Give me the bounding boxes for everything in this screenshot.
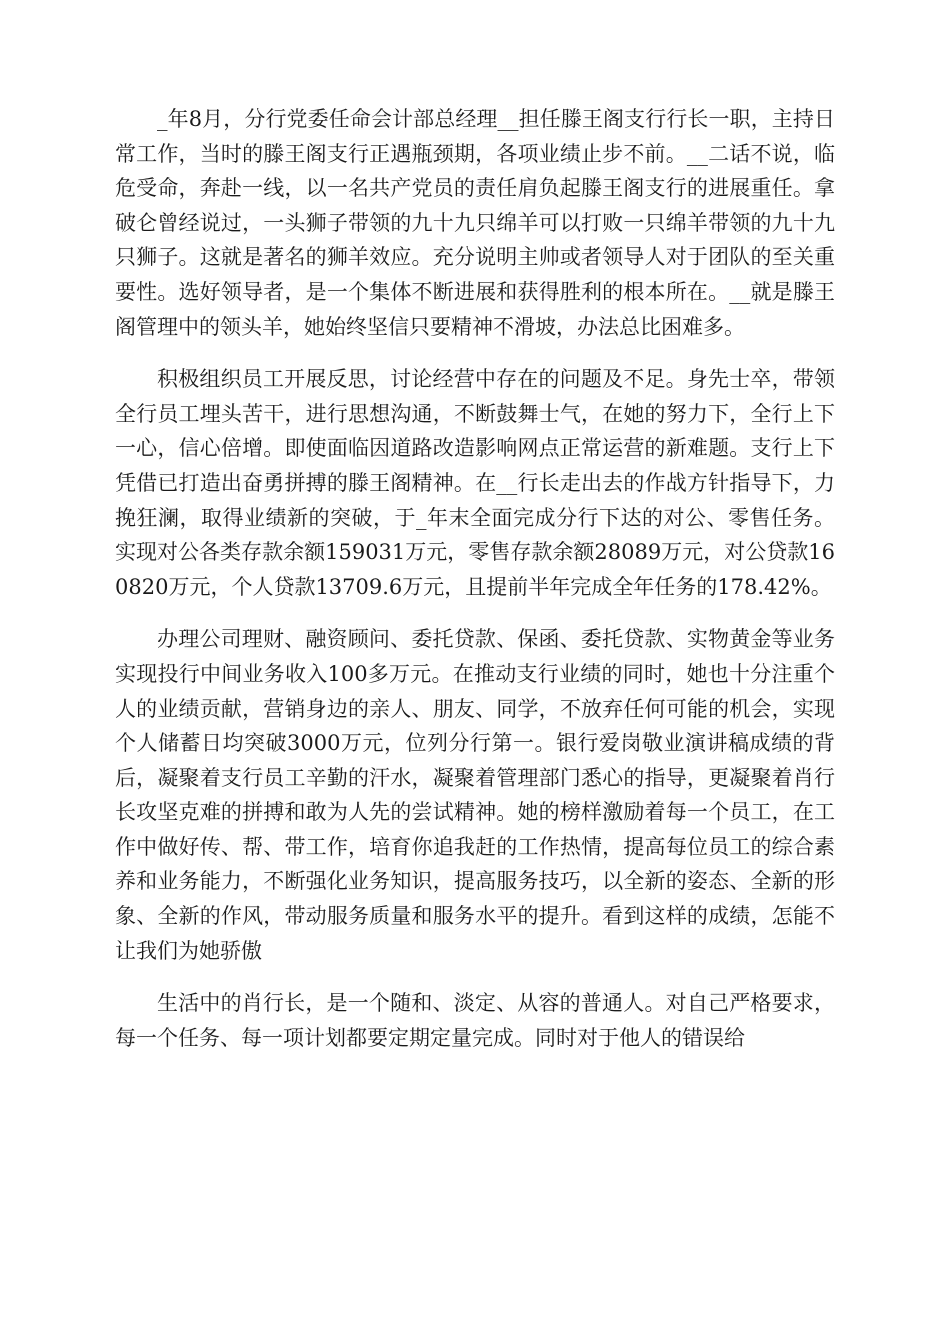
paragraph-3: 办理公司理财、融资顾问、委托贷款、保函、委托贷款、实物黄金等业务实现投行中间业务收入100多万元。在推动支行业绩的同时，她也十分注重个人的业绩贡献，营销身边的亲人、朋友、同学，不放弃任何可能的机会，实现个人储蓄日均突破3000万元，位列分行第一。银行爱岗敬业演讲稿成绩的背后，凝聚着支行员工辛勤的汗水，凝聚着管理部门悉心的指导，更凝聚着肖行长攻坚克难的拼搏和敢为人先的尝试精神。她的榜样激励着每一个员工，在工作中做好传、帮、带工作，培育你追我赶的工作热情，提高每位员工的综合素养和业务能力，不断强化业务知识，提高服务技巧，以全新的姿态、全新的形象、全新的作风，带动服务质量和服务水平的提升。看到这样的成绩，怎能不让我们为她骄傲 [115,627,835,963]
paragraph-gap [115,604,835,622]
paragraph-2: 积极组织员工开展反思，讨论经营中存在的问题及不足。身先士卒，带领全行员工埋头苦干，进行思想沟通，不断鼓舞士气，在她的努力下，全行上下一心，信心倍增。即使面临因道路改造影响网点正常运营的新难题。支行上下凭借已打造出奋勇拼搏的滕王阁精神。在__行长走出去的作战方针指导下，力挽狂澜，取得业绩新的突破，于_年末全面完成分行下达的对公、零售任务。实现对公各类存款余额159031万元，零售存款余额28089万元，对公贷款160820万元，个人贷款13709.6万元，且提前半年完成全年任务的178.42%。 [115,367,835,599]
paragraph-gap [115,344,835,362]
document-page [115,102,835,1055]
paragraph-gap [115,968,835,986]
paragraph-4: 生活中的肖行长，是一个随和、淡定、从容的普通人。对自己严格要求，每一个任务、每一项计划都要定期定量完成。同时对于他人的错误给 [115,991,835,1050]
paragraph-1: _年8月，分行党委任命会计部总经理__担任滕王阁支行行长一职，主持日常工作，当时的滕王阁支行正遇瓶颈期，各项业绩止步不前。__二话不说，临危受命，奔赴一线，以一名共产党员的责任肩负起滕王阁支行的进展重任。拿破仑曾经说过，一头狮子带领的九十九只绵羊可以打败一只绵羊带领的九十九只狮子。这就是著名的狮羊效应。充分说明主帅或者领导人对于团队的至关重要性。选好领导者，是一个集体不断进展和获得胜利的根本所在。__就是滕王阁管理中的领头羊，她始终坚信只要精神不滑坡，办法总比困难多。 [115,107,835,339]
